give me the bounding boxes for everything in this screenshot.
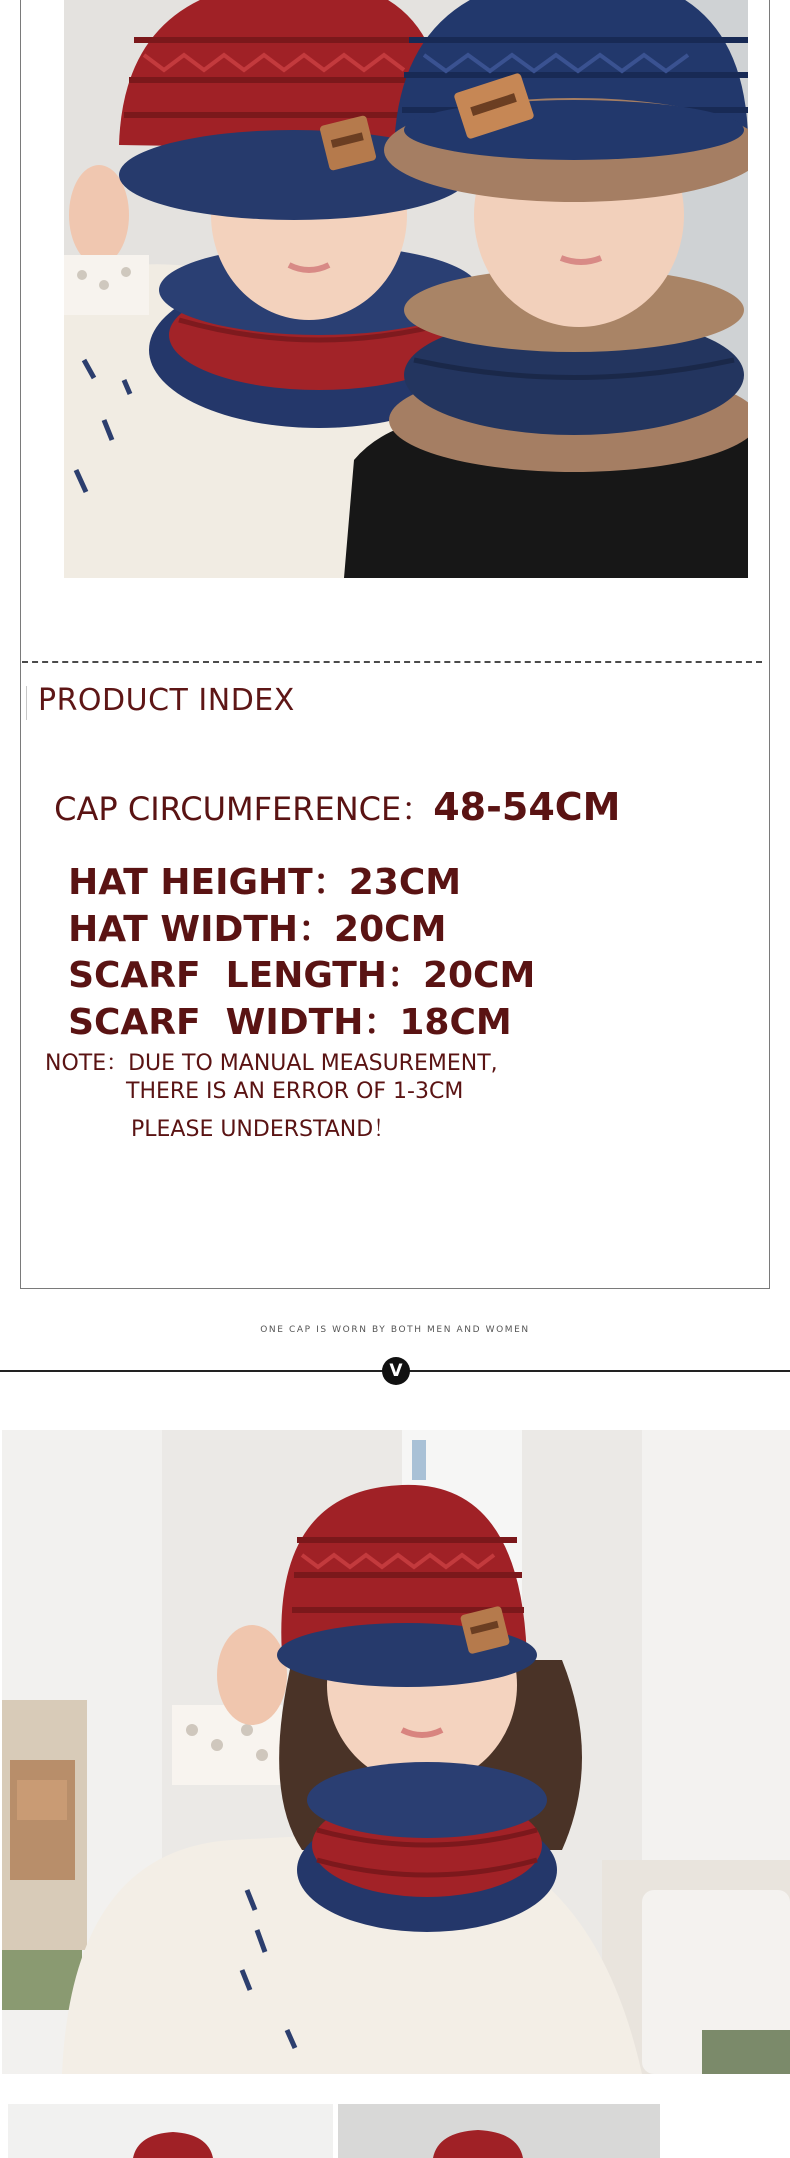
section-title: PRODUCT INDEX	[38, 683, 295, 718]
spec-value: 20CM	[334, 909, 447, 950]
note-line-1: NOTE：DUE TO MANUAL MEASUREMENT,	[45, 1051, 498, 1076]
spec-value: 18CM	[399, 1002, 512, 1043]
note-line-2: THERE IS AN ERROR OF 1-3CM	[126, 1079, 464, 1104]
spec-label: HAT WIDTH：	[68, 909, 335, 950]
product-thumbnail-1	[8, 2104, 333, 2158]
spec-label: HAT HEIGHT：	[68, 862, 349, 903]
title-marker	[26, 686, 27, 720]
note-line-3: PLEASE UNDERSTAND！	[131, 1117, 396, 1142]
spec-value: 48-54CM	[433, 785, 621, 829]
product-photo-two-children	[64, 0, 748, 578]
spec-label: SCARF LENGTH：	[68, 955, 423, 996]
product-thumbnail-2	[338, 2104, 660, 2158]
spec-value: 20CM	[422, 955, 536, 996]
section-divider	[22, 661, 762, 663]
product-photo-girl-red-hat	[2, 1430, 790, 2074]
spec-label: SCARF WIDTH：	[68, 1002, 400, 1043]
v-badge-icon: V	[382, 1357, 410, 1385]
spec-label: CAP CIRCUMFERENCE：	[54, 790, 434, 828]
spec-scarf-width	[43, 953, 512, 1045]
divider-caption: ONE CAP IS WORN BY BOTH MEN AND WOMEN	[260, 1325, 530, 1335]
spec-value: 23CM	[348, 862, 462, 903]
